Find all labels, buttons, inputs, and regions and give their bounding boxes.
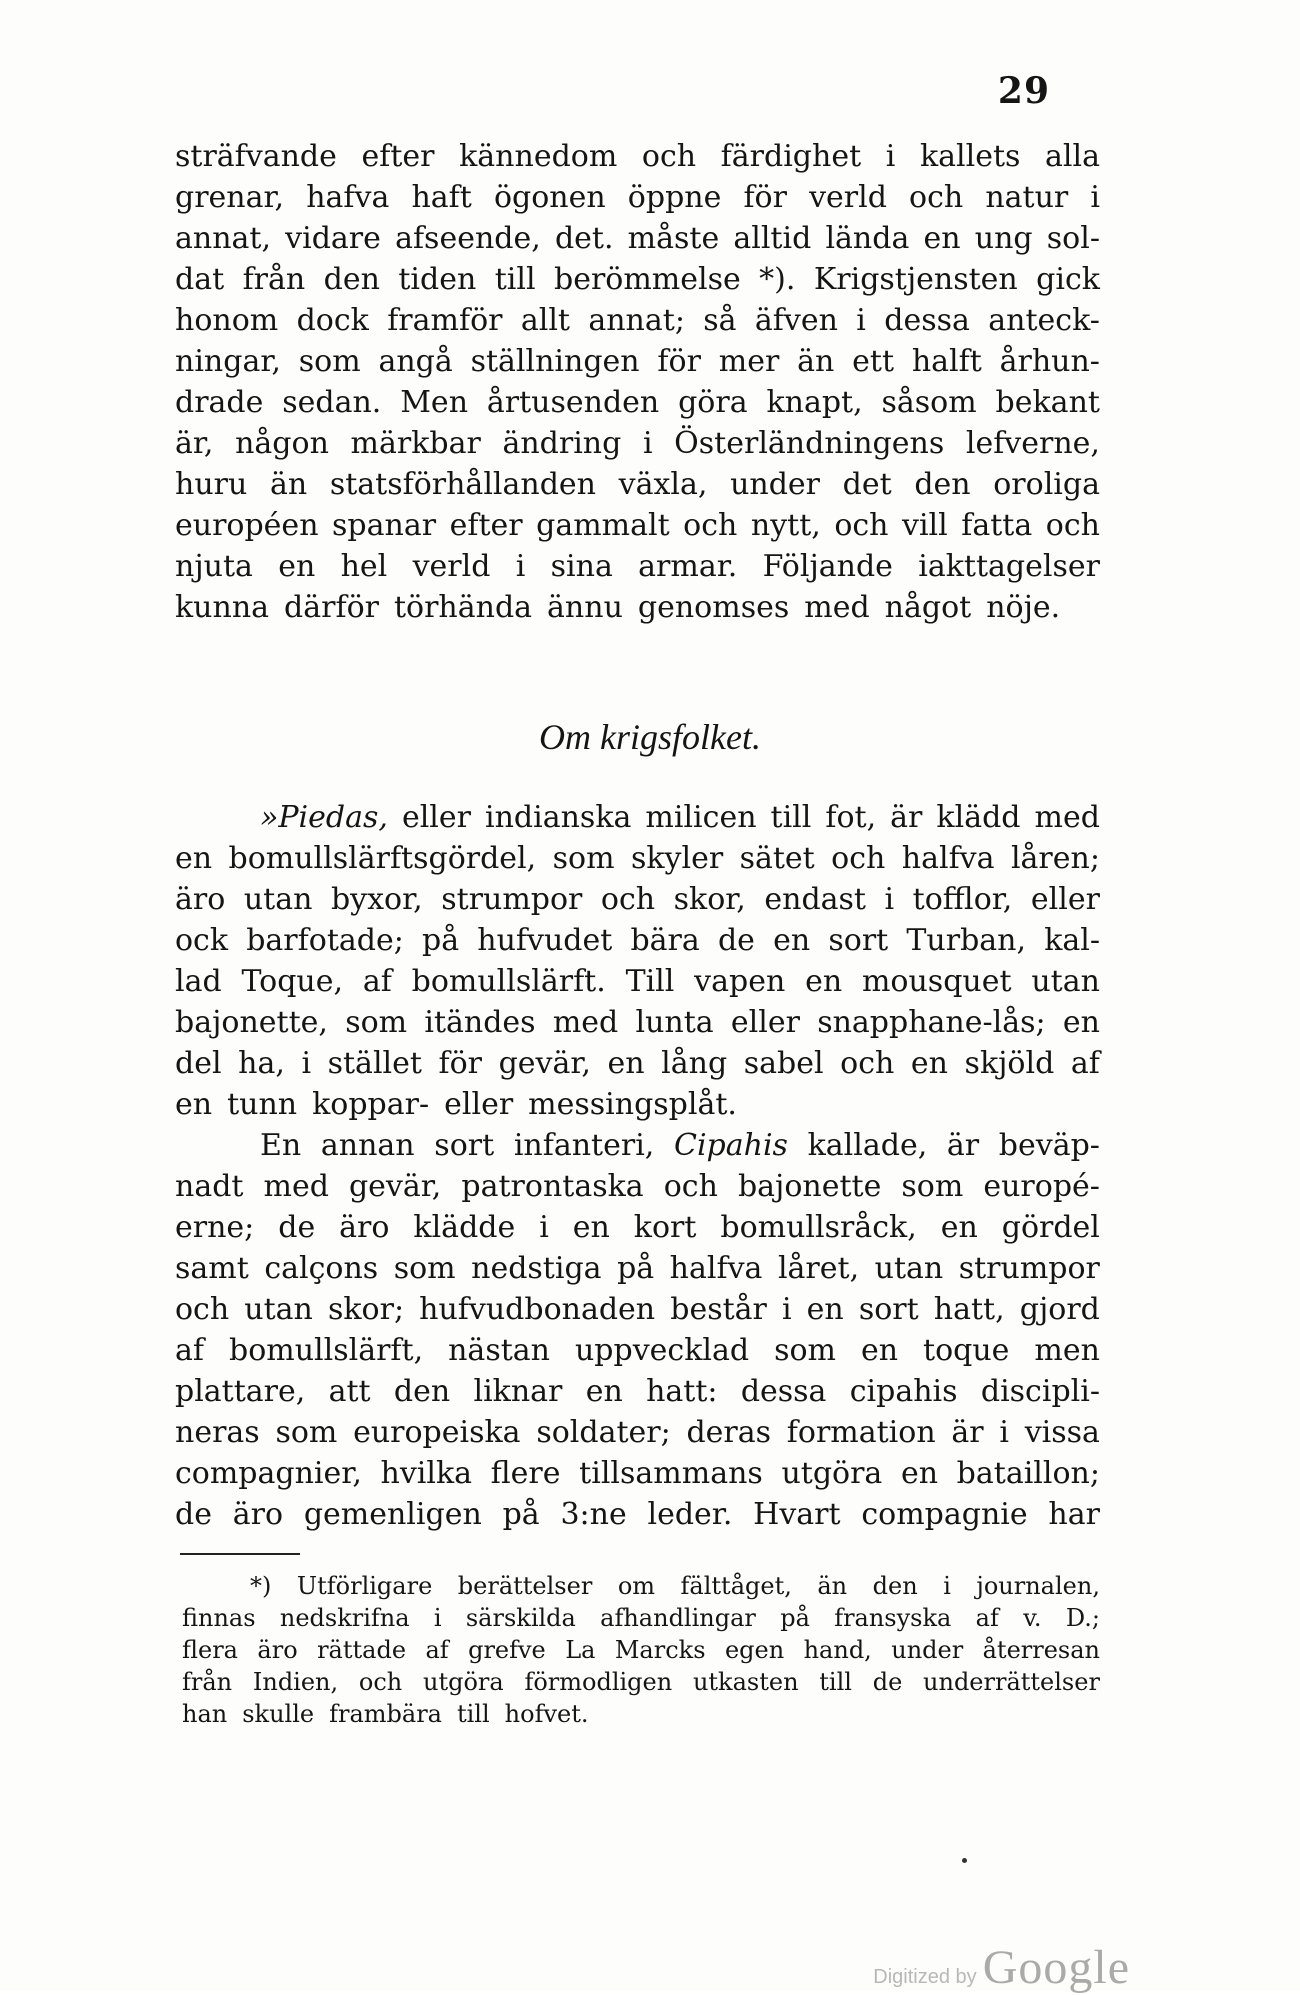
scan-speck [962, 1858, 967, 1863]
watermark-prefix: Digitized by [873, 1966, 977, 1988]
text-line: huru än statsförhållanden växla, under det den oroliga [175, 467, 1100, 502]
page-number: 29 [997, 70, 1050, 112]
text-line: del ha, i stället för gevär, en lång sabel och en skjöld af [175, 1046, 1100, 1081]
text-line: ningar, som angå ställningen för mer än ett halft århun- [175, 344, 1100, 379]
text-line: samt calçons som nedstiga på halfva låret, utan strumpor [175, 1251, 1100, 1286]
text-line: En annan sort infanteri, Cipahis kallade, är beväp- [175, 1125, 1100, 1166]
term-piedas: »Piedas, [260, 800, 388, 835]
text-line: nadt med gevär, patrontaska och bajonette som europé- [175, 1169, 1100, 1204]
google-logo: Google [982, 1941, 1130, 1994]
footnote [182, 1570, 1100, 1730]
text-line: njuta en hel verld i sina armar. Följande iakttagelser [175, 549, 1100, 584]
text-line: ock barfotade; på hufvudet bära de en sort Turban, kal- [175, 923, 1100, 958]
text-line: »Piedas, eller indianska milicen till fot, är klädd med [175, 797, 1100, 838]
footnote-line: flera äro rättade af grefve La Marcks egen hand, under återresan [182, 1636, 1100, 1664]
text-line: européen spanar efter gammalt och nytt, och vill fatta och [175, 508, 1100, 543]
text-line: drade sedan. Men årtusenden göra knapt, såsom bekant [175, 385, 1100, 420]
text-line: och utan skor; hufvudbonaden består i en sort hatt, gjord [175, 1292, 1100, 1327]
text-line: erne; de äro klädde i en kort bomullsråck, en gördel [175, 1210, 1100, 1245]
section-heading: Om krigsfolket. [539, 717, 761, 757]
text-line: en bomullslärftsgördel, som skyler sätet och halfva låren; [175, 841, 1100, 876]
text-line: lad Toque, af bomullslärft. Till vapen en mousquet utan [175, 964, 1100, 999]
footnote-line: från Indien, och utgöra förmodligen utkasten till de underrättelser [182, 1668, 1100, 1696]
term-cipahis: Cipahis [673, 1128, 788, 1163]
text-line: dat från den tiden till berömmelse *). Krigstjensten gick [175, 262, 1100, 297]
text-line: en tunn koppar- eller messingsplåt. [175, 1087, 737, 1122]
text-line: är, någon märkbar ändring i Österländningens lefverne, [175, 426, 1100, 461]
footnote-divider [180, 1553, 300, 1555]
text-line: annat, vidare afseende, det. måste alltid lända en ung sol- [175, 221, 1100, 256]
footnote-line: finnas nedskrifna i särskilda afhandlingar på fransyska af v. D.; [182, 1604, 1100, 1632]
text-line: bajonette, som itändes med lunta eller snapphane-lås; en [175, 1005, 1100, 1040]
text-line: grenar, hafva haft ögonen öppne för verld och natur i [175, 180, 1100, 215]
text-line: de äro gemenligen på 3:ne leder. Hvart compagnie har [175, 1497, 1100, 1532]
text-line: compagnier, hvilka flere tillsammans utgöra en bataillon; [175, 1456, 1100, 1491]
text-line: honom dock framför allt annat; så äfven i dessa anteck- [175, 303, 1100, 338]
text-line: äro utan byxor, strumpor och skor, endast i tofflor, eller [175, 882, 1100, 917]
text-line: neras som europeiska soldater; deras formation är i vissa [175, 1415, 1100, 1450]
digitized-watermark [873, 1940, 1130, 1995]
footnote-line: han skulle frambära till hofvet. [182, 1700, 589, 1728]
footnote-line: *) Utförligare berättelser om fälttåget, än den i journalen, [250, 1572, 1100, 1600]
paragraph-1 [175, 136, 1100, 628]
text-line: af bomullslärft, nästan uppvecklad som en toque men [175, 1333, 1100, 1368]
paragraph-2 [175, 797, 1100, 1535]
text-line: sträfvande efter kännedom och färdighet i kallets alla [175, 139, 1100, 174]
text-line: kunna därför törhända ännu genomses med något nöje. [175, 590, 1061, 625]
text-line: plattare, att den liknar en hatt: dessa cipahis discipli- [175, 1374, 1100, 1409]
